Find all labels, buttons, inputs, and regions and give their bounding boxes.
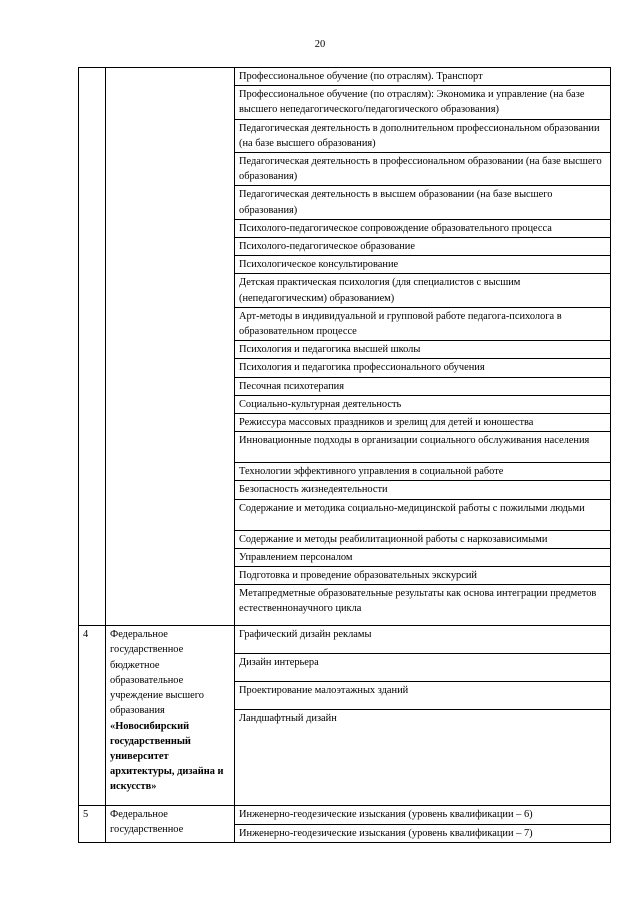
program-cell: Метапредметные образовательные результаты как основа интеграции предметов естественнонаучного цикла (235, 585, 611, 626)
program-cell: Инновационные подходы в организации социального обслуживания населения (235, 432, 611, 463)
program-cell: Содержание и методы реабилитационной работы с наркозависимыми (235, 530, 611, 548)
organization-name: «Новосибирский государственный университет архитектуры, дизайна и искусств» (110, 720, 224, 793)
program-cell: Графический дизайн рекламы (235, 626, 611, 654)
organization-cell (106, 626, 235, 806)
row-number-cell (79, 68, 106, 626)
program-cell: Психолого-педагогическое образование (235, 238, 611, 256)
row-number-cell: 4 (79, 626, 106, 806)
program-cell: Арт-методы в индивидуальной и групповой работе педагога-психолога в образовательном процессе (235, 307, 611, 340)
program-cell: Психологическое консультирование (235, 256, 611, 274)
program-cell: Педагогическая деятельность в профессиональном образовании (на базе высшего образования) (235, 153, 611, 186)
program-cell: Педагогическая деятельность в высшем образовании (на базе высшего образования) (235, 186, 611, 219)
table-row (79, 806, 611, 825)
program-cell: Педагогическая деятельность в дополнительном профессиональном образовании (на базе высшего образования) (235, 119, 611, 152)
table-row (79, 626, 611, 654)
program-cell: Управлением персоналом (235, 548, 611, 566)
page-number: 20 (314, 39, 326, 50)
program-cell: Инженерно-геодезические изыскания (уровень квалификации – 7) (235, 825, 611, 843)
program-cell: Психология и педагогика высшей школы (235, 341, 611, 359)
organization-cell (106, 68, 235, 626)
program-cell: Детская практическая психология (для специалистов с высшим (непедагогическим) образованием) (235, 274, 611, 307)
program-cell: Содержание и методика социально-медицинской работы с пожилыми людьми (235, 499, 611, 530)
program-cell: Дизайн интерьера (235, 654, 611, 682)
organization-type: Федеральное государственное (110, 809, 184, 836)
program-cell: Подготовка и проведение образовательных экскурсий (235, 567, 611, 585)
program-cell: Технологии эффективного управления в социальной работе (235, 463, 611, 481)
program-cell: Песочная психотерапия (235, 377, 611, 395)
table-row (79, 68, 611, 86)
program-cell: Режиссура массовых праздников и зрелищ для детей и юношества (235, 414, 611, 432)
program-cell: Безопасность жизнедеятельности (235, 481, 611, 499)
program-cell: Психология и педагогика профессионального обучения (235, 359, 611, 377)
row-number-cell: 5 (79, 806, 106, 843)
program-cell: Социально-культурная деятельность (235, 395, 611, 413)
organization-type: Федеральное государственное бюджетное образовательное учреждение высшего образования (110, 629, 204, 717)
program-cell: Проектирование малоэтажных зданий (235, 682, 611, 710)
programs-table (78, 67, 611, 843)
program-cell: Психолого-педагогическое сопровождение образовательного процесса (235, 219, 611, 237)
program-cell: Инженерно-геодезические изыскания (уровень квалификации – 6) (235, 806, 611, 825)
program-cell: Профессиональное обучение (по отраслям): Экономика и управление (на базе высшего непедагогического/педагогического образования) (235, 86, 611, 119)
organization-cell (106, 806, 235, 843)
program-cell: Профессиональное обучение (по отраслям). Транспорт (235, 68, 611, 86)
program-cell: Ландшафтный дизайн (235, 710, 611, 806)
